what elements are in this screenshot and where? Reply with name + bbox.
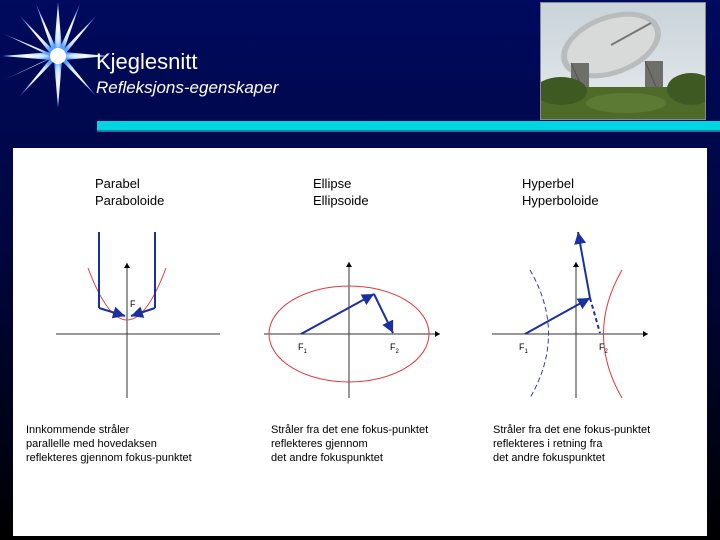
parabola-focus-label: F: [130, 299, 136, 309]
slide-title: Kjeglesnitt: [96, 49, 198, 74]
hyperbola-ray-in: [525, 298, 590, 334]
slide-subtitle: Refleksjons-egenskaper: [96, 78, 279, 97]
hyperbola-caption-line3: det andre fokuspunktet: [493, 452, 605, 464]
ellipse-focus2-label: $F_2$: [390, 342, 399, 355]
ellipse-diagram: [264, 262, 440, 398]
ellipse-heading-2: Ellipsoide: [313, 193, 369, 208]
parabola-caption: [26, 423, 192, 465]
parabola-ray-right-out: [131, 308, 155, 316]
hyperbola-ray-extension: [590, 298, 600, 333]
hyperbola-focus1-label: $F_1$: [519, 342, 528, 355]
hyperbola-ray-out: [578, 232, 590, 298]
hyperbola-heading-1: Hyperbel: [522, 176, 575, 191]
parabola-diagram: [56, 232, 220, 398]
ellipse-caption-line2: reflekteres gjennom: [271, 438, 368, 450]
ellipse-caption-line3: det andre fokuspunktet: [271, 452, 383, 464]
parabola-caption-line1: Innkommende stråler: [26, 424, 130, 436]
hyperbola-focus2-label: $F_2$: [599, 342, 608, 355]
parabola-caption-line3: reflekteres gjennom fokus-punktet: [26, 452, 192, 464]
ellipse-heading-1: Ellipse: [313, 176, 352, 191]
hyperbola-heading-2: Hyperboloide: [522, 193, 599, 208]
hyperbola-caption-line1: Stråler fra det ene fokus-punktet: [493, 424, 651, 436]
parabola-caption-line2: parallelle med hovedaksen: [26, 438, 157, 450]
parabola-heading-2: Paraboloide: [95, 193, 165, 208]
ellipse-ray-out: [374, 294, 393, 333]
hyperbola-caption: [493, 423, 650, 465]
parabola-ray-left-out: [99, 308, 125, 316]
hyperbola-caption-line2: reflekteres i retning fra: [493, 438, 603, 450]
ellipse-ray-in: [301, 294, 374, 334]
ellipse-caption-line1: Stråler fra det ene fokus-punktet: [271, 424, 429, 436]
ellipse-caption: [271, 423, 428, 465]
hyperbola-diagram: [492, 232, 648, 398]
parabola-heading-1: Parabel: [95, 176, 140, 191]
ellipse-focus1-label: $F_1$: [298, 342, 307, 355]
